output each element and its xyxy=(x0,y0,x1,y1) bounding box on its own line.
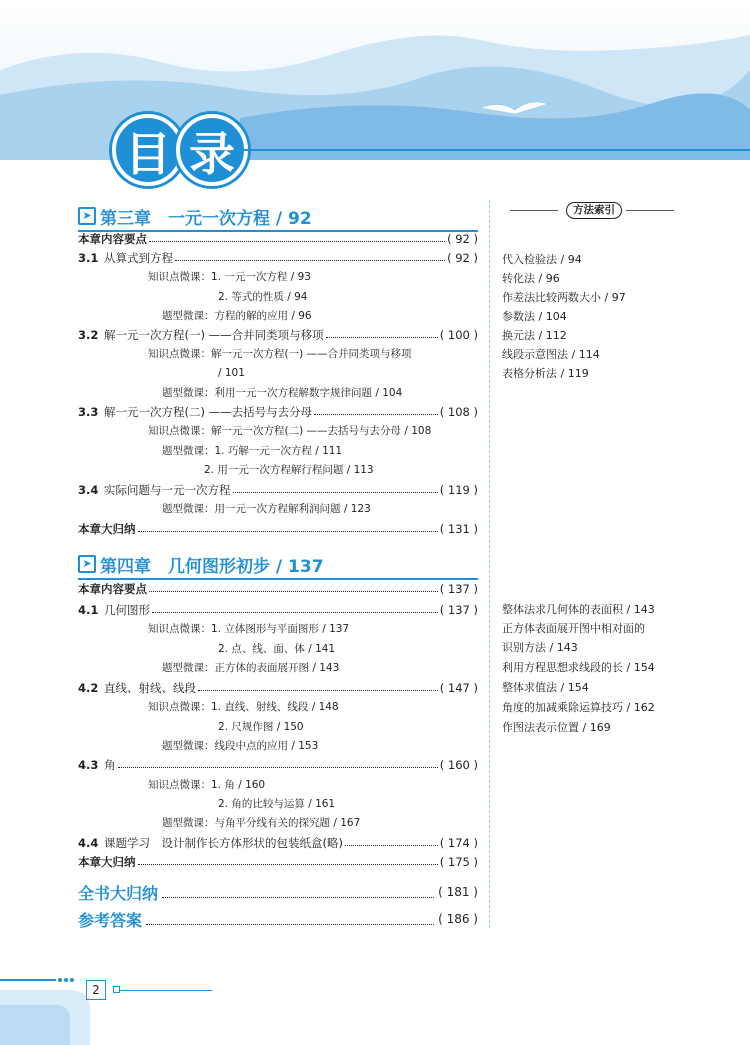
micro-lesson[interactable]: 题型微课：利用一元一次方程解数字规律问题 / 104 xyxy=(162,387,403,399)
book-summary-row[interactable]: 全书大归纳 ( 181 ) xyxy=(78,883,478,903)
micro-lesson[interactable]: 题型微课：用一元一次方程解利润问题 / 123 xyxy=(162,503,371,515)
chapter3-heading[interactable] xyxy=(78,202,312,230)
toc-row[interactable]: 4.3 角 ( 160 ) xyxy=(78,758,478,772)
toc-row[interactable]: 3.2 解一元一次方程(一) ——合并同类项与移项 ( 100 ) xyxy=(78,328,478,342)
micro-lesson[interactable]: 知识点微课：1. 一元一次方程 / 93 xyxy=(148,271,311,283)
method-item[interactable]: 利用方程思想求线段的长 / 154 xyxy=(502,661,655,674)
method-item[interactable]: 正方体表面展开图中相对面的 xyxy=(502,622,645,635)
method-item[interactable]: 线段示意图法 / 114 xyxy=(502,348,600,361)
chapter3-title: 第三章 一元一次方程 / 92 xyxy=(100,208,312,229)
toc-row[interactable]: 本章大归纳 ( 175 ) xyxy=(78,855,478,869)
footer-square xyxy=(113,986,120,993)
micro-lesson[interactable]: / 101 xyxy=(218,367,245,379)
toc-row[interactable]: 3.4 实际问题与一元一次方程 ( 119 ) xyxy=(78,483,478,497)
toc-row[interactable]: 本章内容要点 ( 92 ) xyxy=(78,232,478,246)
method-item[interactable]: 整体求值法 / 154 xyxy=(502,681,589,694)
method-item[interactable]: 作图法表示位置 / 169 xyxy=(502,721,611,734)
micro-lesson[interactable]: 2. 用一元一次方程解行程问题 / 113 xyxy=(204,464,374,476)
method-item[interactable]: 表格分析法 / 119 xyxy=(502,367,589,380)
page-number: 2 xyxy=(86,980,106,1000)
method-item[interactable]: 代入检验法 / 94 xyxy=(502,253,582,266)
micro-lesson[interactable]: 2. 等式的性质 / 94 xyxy=(218,291,308,303)
toc-row[interactable]: 4.4 课题学习 设计制作长方体形状的包装纸盒(略) ( 174 ) xyxy=(78,836,478,850)
micro-lesson[interactable]: 2. 点、线、面、体 / 141 xyxy=(218,643,336,655)
title-char-mu: 目 xyxy=(112,114,184,186)
title-char-lu: 录 xyxy=(176,114,248,186)
toc-row[interactable]: 本章内容要点 ( 137 ) xyxy=(78,582,478,596)
micro-lesson[interactable]: 题型微课：与角平分线有关的探究题 / 167 xyxy=(162,817,361,829)
column-divider xyxy=(489,200,490,928)
footer-line xyxy=(120,990,212,991)
method-index-header xyxy=(502,202,732,218)
method-item[interactable]: 作差法比较两数大小 / 97 xyxy=(502,291,626,304)
micro-lesson[interactable]: 题型微课：方程的解的应用 / 96 xyxy=(162,310,312,322)
method-item[interactable]: 角度的加减乘除运算技巧 / 162 xyxy=(502,701,655,714)
method-item[interactable]: 识别方法 / 143 xyxy=(502,641,578,654)
title-divider xyxy=(240,149,750,151)
micro-lesson[interactable]: 题型微课：1. 巧解一元一次方程 / 111 xyxy=(162,445,343,457)
answers-row[interactable]: 参考答案 ( 186 ) xyxy=(78,910,478,930)
method-item[interactable]: 整体法求几何体的表面积 / 143 xyxy=(502,603,655,616)
chapter4-heading[interactable] xyxy=(78,550,324,578)
micro-lesson[interactable]: 题型微课：正方体的表面展开图 / 143 xyxy=(162,662,340,674)
micro-lesson[interactable]: 题型微课：线段中点的应用 / 153 xyxy=(162,740,319,752)
toc-row[interactable]: 3.1 从算式到方程 ( 92 ) xyxy=(78,251,478,265)
chapter4-title: 第四章 几何图形初步 / 137 xyxy=(100,556,324,577)
method-index-title: 方法索引 xyxy=(566,202,622,219)
micro-lesson[interactable]: 知识点微课：1. 直线、射线、线段 / 148 xyxy=(148,701,339,713)
toc-row[interactable]: 本章大归纳 ( 131 ) xyxy=(78,522,478,536)
micro-lesson[interactable]: 知识点微课：1. 角 / 160 xyxy=(148,779,266,791)
method-item[interactable]: 换元法 / 112 xyxy=(502,329,567,342)
chevron-right-icon: ➤ xyxy=(78,207,96,225)
footer-decoration xyxy=(0,960,110,1045)
mountain-banner xyxy=(0,0,750,160)
method-item[interactable]: 参数法 / 104 xyxy=(502,310,567,323)
toc-row[interactable]: 4.2 直线、射线、线段 ( 147 ) xyxy=(78,681,478,695)
micro-lesson[interactable]: 2. 尺规作图 / 150 xyxy=(218,721,304,733)
micro-lesson[interactable]: 知识点微课：1. 立体图形与平面图形 / 137 xyxy=(148,623,350,635)
toc-row[interactable]: 3.3 解一元一次方程(二) ——去括号与去分母 ( 108 ) xyxy=(78,405,478,419)
chevron-right-icon: ➤ xyxy=(78,555,96,573)
micro-lesson[interactable]: 2. 角的比较与运算 / 161 xyxy=(218,798,336,810)
toc-row[interactable]: 4.1 几何图形 ( 137 ) xyxy=(78,603,478,617)
method-item[interactable]: 转化法 / 96 xyxy=(502,272,560,285)
micro-lesson[interactable]: 知识点微课：解一元一次方程(一) ——合并同类项与移项 xyxy=(148,348,412,360)
micro-lesson[interactable]: 知识点微课：解一元一次方程(二) ——去括号与去分母 / 108 xyxy=(148,425,432,437)
